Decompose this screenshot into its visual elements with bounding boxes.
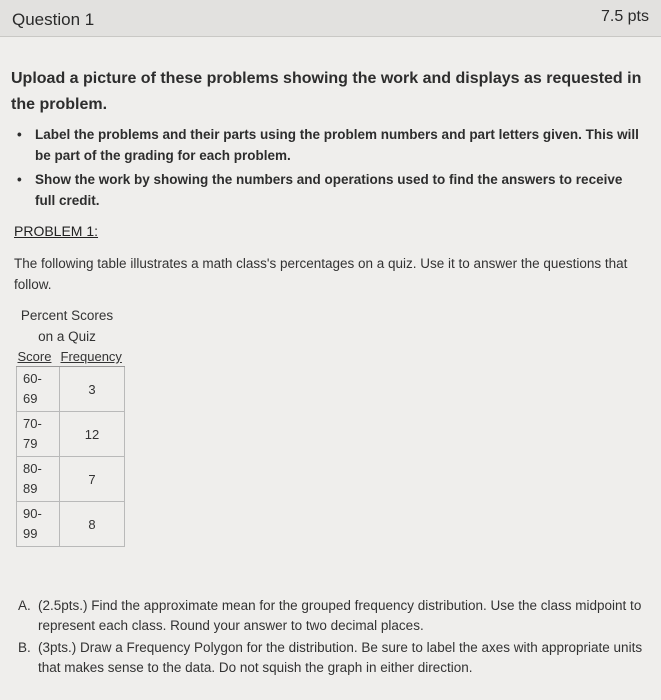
frequency-cell: 7 (60, 457, 125, 502)
problem-heading: PROBLEM 1: (14, 223, 99, 239)
question-points: 7.5 pts (600, 8, 649, 25)
part-marker: B. (18, 640, 31, 655)
column-header-score: Score (17, 347, 60, 367)
bullet-icon: • (17, 127, 22, 142)
list-item: A. (2.5pts.) Find the approximate mean for the grouped frequency distribution. Use the class midpoint to represent each class. Round your answer to two decimal places. (18, 598, 642, 633)
table-caption: Percent Scores on a Quiz (20, 308, 114, 344)
score-cell: 60- 69 (17, 367, 60, 412)
list-item: • Label the problems and their parts using the problem numbers and part letters given. This will be part of the grading for each problem. (14, 124, 639, 166)
table-row (17, 502, 125, 547)
problem-description: The following table illustrates a math class's percentages on a quiz. Use it to answer the questions that follow. (14, 256, 628, 292)
frequency-cell: 12 (60, 412, 125, 457)
question-title: Question 1 (12, 10, 95, 29)
frequency-cell: 3 (60, 367, 125, 412)
table-row (17, 457, 125, 502)
score-cell: 70- 79 (17, 412, 60, 457)
table-row (17, 367, 125, 412)
instructions-text: Upload a picture of these problems showing the work and displays as requested in the problem. (11, 70, 642, 113)
frequency-table (16, 347, 125, 547)
instructions-list (14, 124, 639, 214)
part-marker: A. (18, 598, 31, 613)
list-item: B. (3pts.) Draw a Frequency Polygon for the distribution. Be sure to label the axes with appropriate units that makes sense to the data. Do not squish the graph in either direction. (18, 640, 643, 675)
question-parts (18, 596, 643, 680)
score-cell: 80- 89 (17, 457, 60, 502)
column-header-frequency: Frequency (60, 347, 125, 367)
score-cell: 90- 99 (17, 502, 60, 547)
bullet-icon: • (17, 172, 22, 187)
list-item: • Show the work by showing the numbers and operations used to find the answers to receive full credit. (14, 169, 639, 211)
question-header (0, 0, 661, 37)
table-row (17, 412, 125, 457)
frequency-cell: 8 (60, 502, 125, 547)
